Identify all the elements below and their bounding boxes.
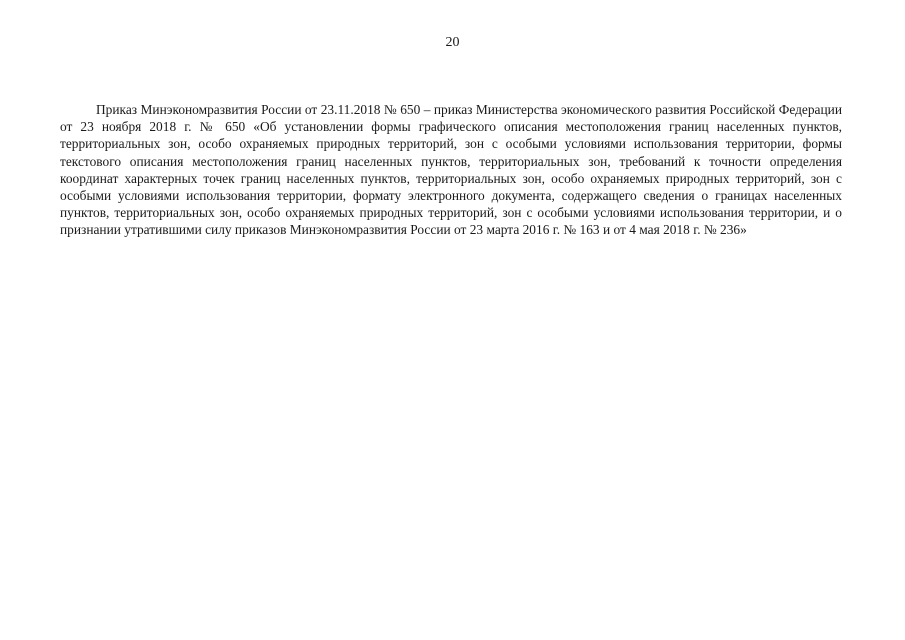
- definition-paragraph: Приказ Минэкономразвития России от 23.11.2018 № 650 – приказ Министерства экономического развития Российской Федерации от 23 ноября 2018 г. № 650 «Об установлении формы графического описания местоположения границ населенных пунктов, территориальных зон, особо охраняемых природных территорий, зон с особыми условиями использования территории, формы текстового описания местоположения границ населенных пунктов, территориальных зон, требований к точности определения координат характерных точек границ населенных пунктов, территориальных зон, особо охраняемых природных территорий, зон с особыми условиями использования территории, формату электронного документа, содержащего сведения о границах населенных пунктов, территориальных зон, особо охраняемых природных территорий, зон с особыми условиями использования территории, и о признании утратившими силу приказов Минэкономразвития России от 23 марта 2016 г. № 163 и от 4 мая 2018 г. № 236»: [60, 102, 842, 238]
- page-number: 20: [445, 35, 460, 50]
